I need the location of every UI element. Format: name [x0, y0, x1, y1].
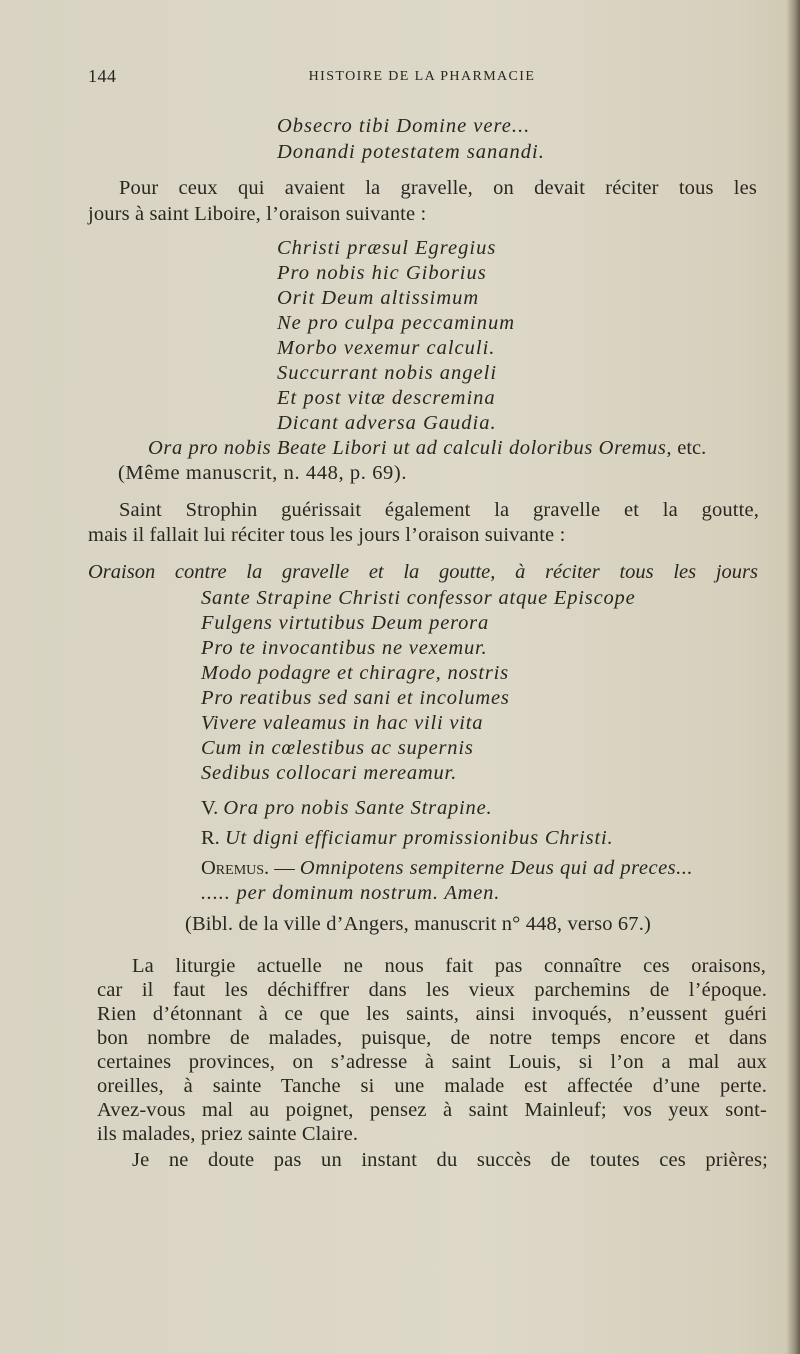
page-header	[88, 66, 756, 92]
verse-line: Christi præsul Egregius	[277, 237, 497, 259]
oremus-etc: etc.	[677, 437, 707, 459]
oremus-prayer-text: Omnipotens sempiterne Deus qui ad preces...	[299, 857, 694, 879]
paragraph-line: car il faut les déchiffrer dans les vieux parchemins de l’époque.	[97, 979, 767, 1001]
paragraph-line: Pour ceux qui avaient la gravelle, on devait réciter tous les	[119, 177, 757, 199]
paragraph-line: certaines provinces, on s’adresse à saint Louis, si l’on a mal aux	[97, 1051, 767, 1073]
oremus-line	[148, 436, 706, 460]
paragraph-line: Rien d’étonnant à ce que les saints, ainsi invoqués, n’eussent guéri	[97, 1003, 767, 1025]
oremus-dash: —	[274, 857, 295, 879]
paragraph-line: bon nombre de malades, puisque, de notre temps encore et dans	[97, 1027, 767, 1049]
verse-line: Orit Deum altissimum	[277, 287, 480, 309]
verse-line: Pro nobis hic Giborius	[277, 262, 487, 284]
response-text: Ut digni efficiamur promissionibus Christi.	[224, 827, 614, 849]
verse-line: Donandi potestatem sanandi.	[277, 141, 545, 163]
oremus-text: Ora pro nobis Beate Libori ut ad calculi doloribus Oremus,	[148, 437, 673, 459]
verse-line: Pro reatibus sed sani et incolumes	[201, 687, 510, 709]
verse-line: Pro te invocantibus ne vexemur.	[201, 637, 488, 659]
verse-line: Sedibus collocari mereamur.	[201, 762, 457, 784]
verse-line: Modo podagre et chiragre, nostris	[201, 662, 509, 684]
verse-line: Succurrant nobis angeli	[277, 362, 498, 384]
verse-line: Fulgens virtutibus Deum perora	[201, 612, 490, 634]
paragraph-line: oreilles, à sainte Tanche si une malade est affectée d’une perte.	[97, 1075, 767, 1097]
paragraph-line: La liturgie actuelle ne nous fait pas connaître ces oraisons,	[132, 955, 766, 977]
page-edge-shadow	[786, 0, 800, 1354]
verse-line: Dicant adversa Gaudia.	[277, 412, 497, 434]
oremus-prayer-line	[201, 856, 693, 880]
running-title: HISTOIRE DE LA PHARMACIE	[308, 69, 536, 84]
paragraph-line: ils malades, priez sainte Claire.	[97, 1123, 359, 1145]
verse-line: Obsecro tibi Domine vere...	[277, 115, 531, 137]
response-line	[201, 826, 613, 850]
source-citation: (Bibl. de la ville d’Angers, manuscrit n° 448, verso 67.)	[185, 913, 651, 935]
paragraph-line: jours à saint Liboire, l’oraison suivante :	[88, 203, 427, 225]
oremus-prayer-end: ..... per dominum nostrum. Amen.	[201, 882, 501, 904]
oremus-label: Oremus.	[201, 857, 270, 879]
verse-line: Et post vitæ descremina	[277, 387, 496, 409]
paragraph-line: Avez-vous mal au poignet, pensez à saint Mainleuf; vos yeux sont-	[97, 1099, 767, 1121]
verse-line: Sante Strapine Christi confessor atque Episcope	[201, 587, 636, 609]
versicle-line	[201, 796, 492, 820]
response-mark: R.	[201, 827, 220, 849]
oraison-title: Oraison contre la gravelle et la goutte, à réciter tous les jours	[88, 561, 758, 583]
verse-line: Ne pro culpa peccaminum	[277, 312, 516, 334]
paragraph-line: Je ne doute pas un instant du succès de toutes ces prières;	[132, 1149, 768, 1171]
verse-line: Cum in cœlestibus ac supernis	[201, 737, 474, 759]
paragraph-line: Saint Strophin guérissait également la gravelle et la goutte,	[119, 499, 759, 521]
page-number: 144	[88, 66, 117, 86]
paragraph-line: mais il fallait lui réciter tous les jours l’oraison suivante :	[88, 524, 566, 546]
verse-line: Morbo vexemur calculi.	[277, 337, 496, 359]
versicle-mark: V.	[201, 797, 219, 819]
source-citation: (Même manuscrit, n. 448, p. 69).	[118, 462, 408, 484]
versicle-text: Ora pro nobis Sante Strapine.	[223, 797, 493, 819]
verse-line: Vivere valeamus in hac vili vita	[201, 712, 484, 734]
